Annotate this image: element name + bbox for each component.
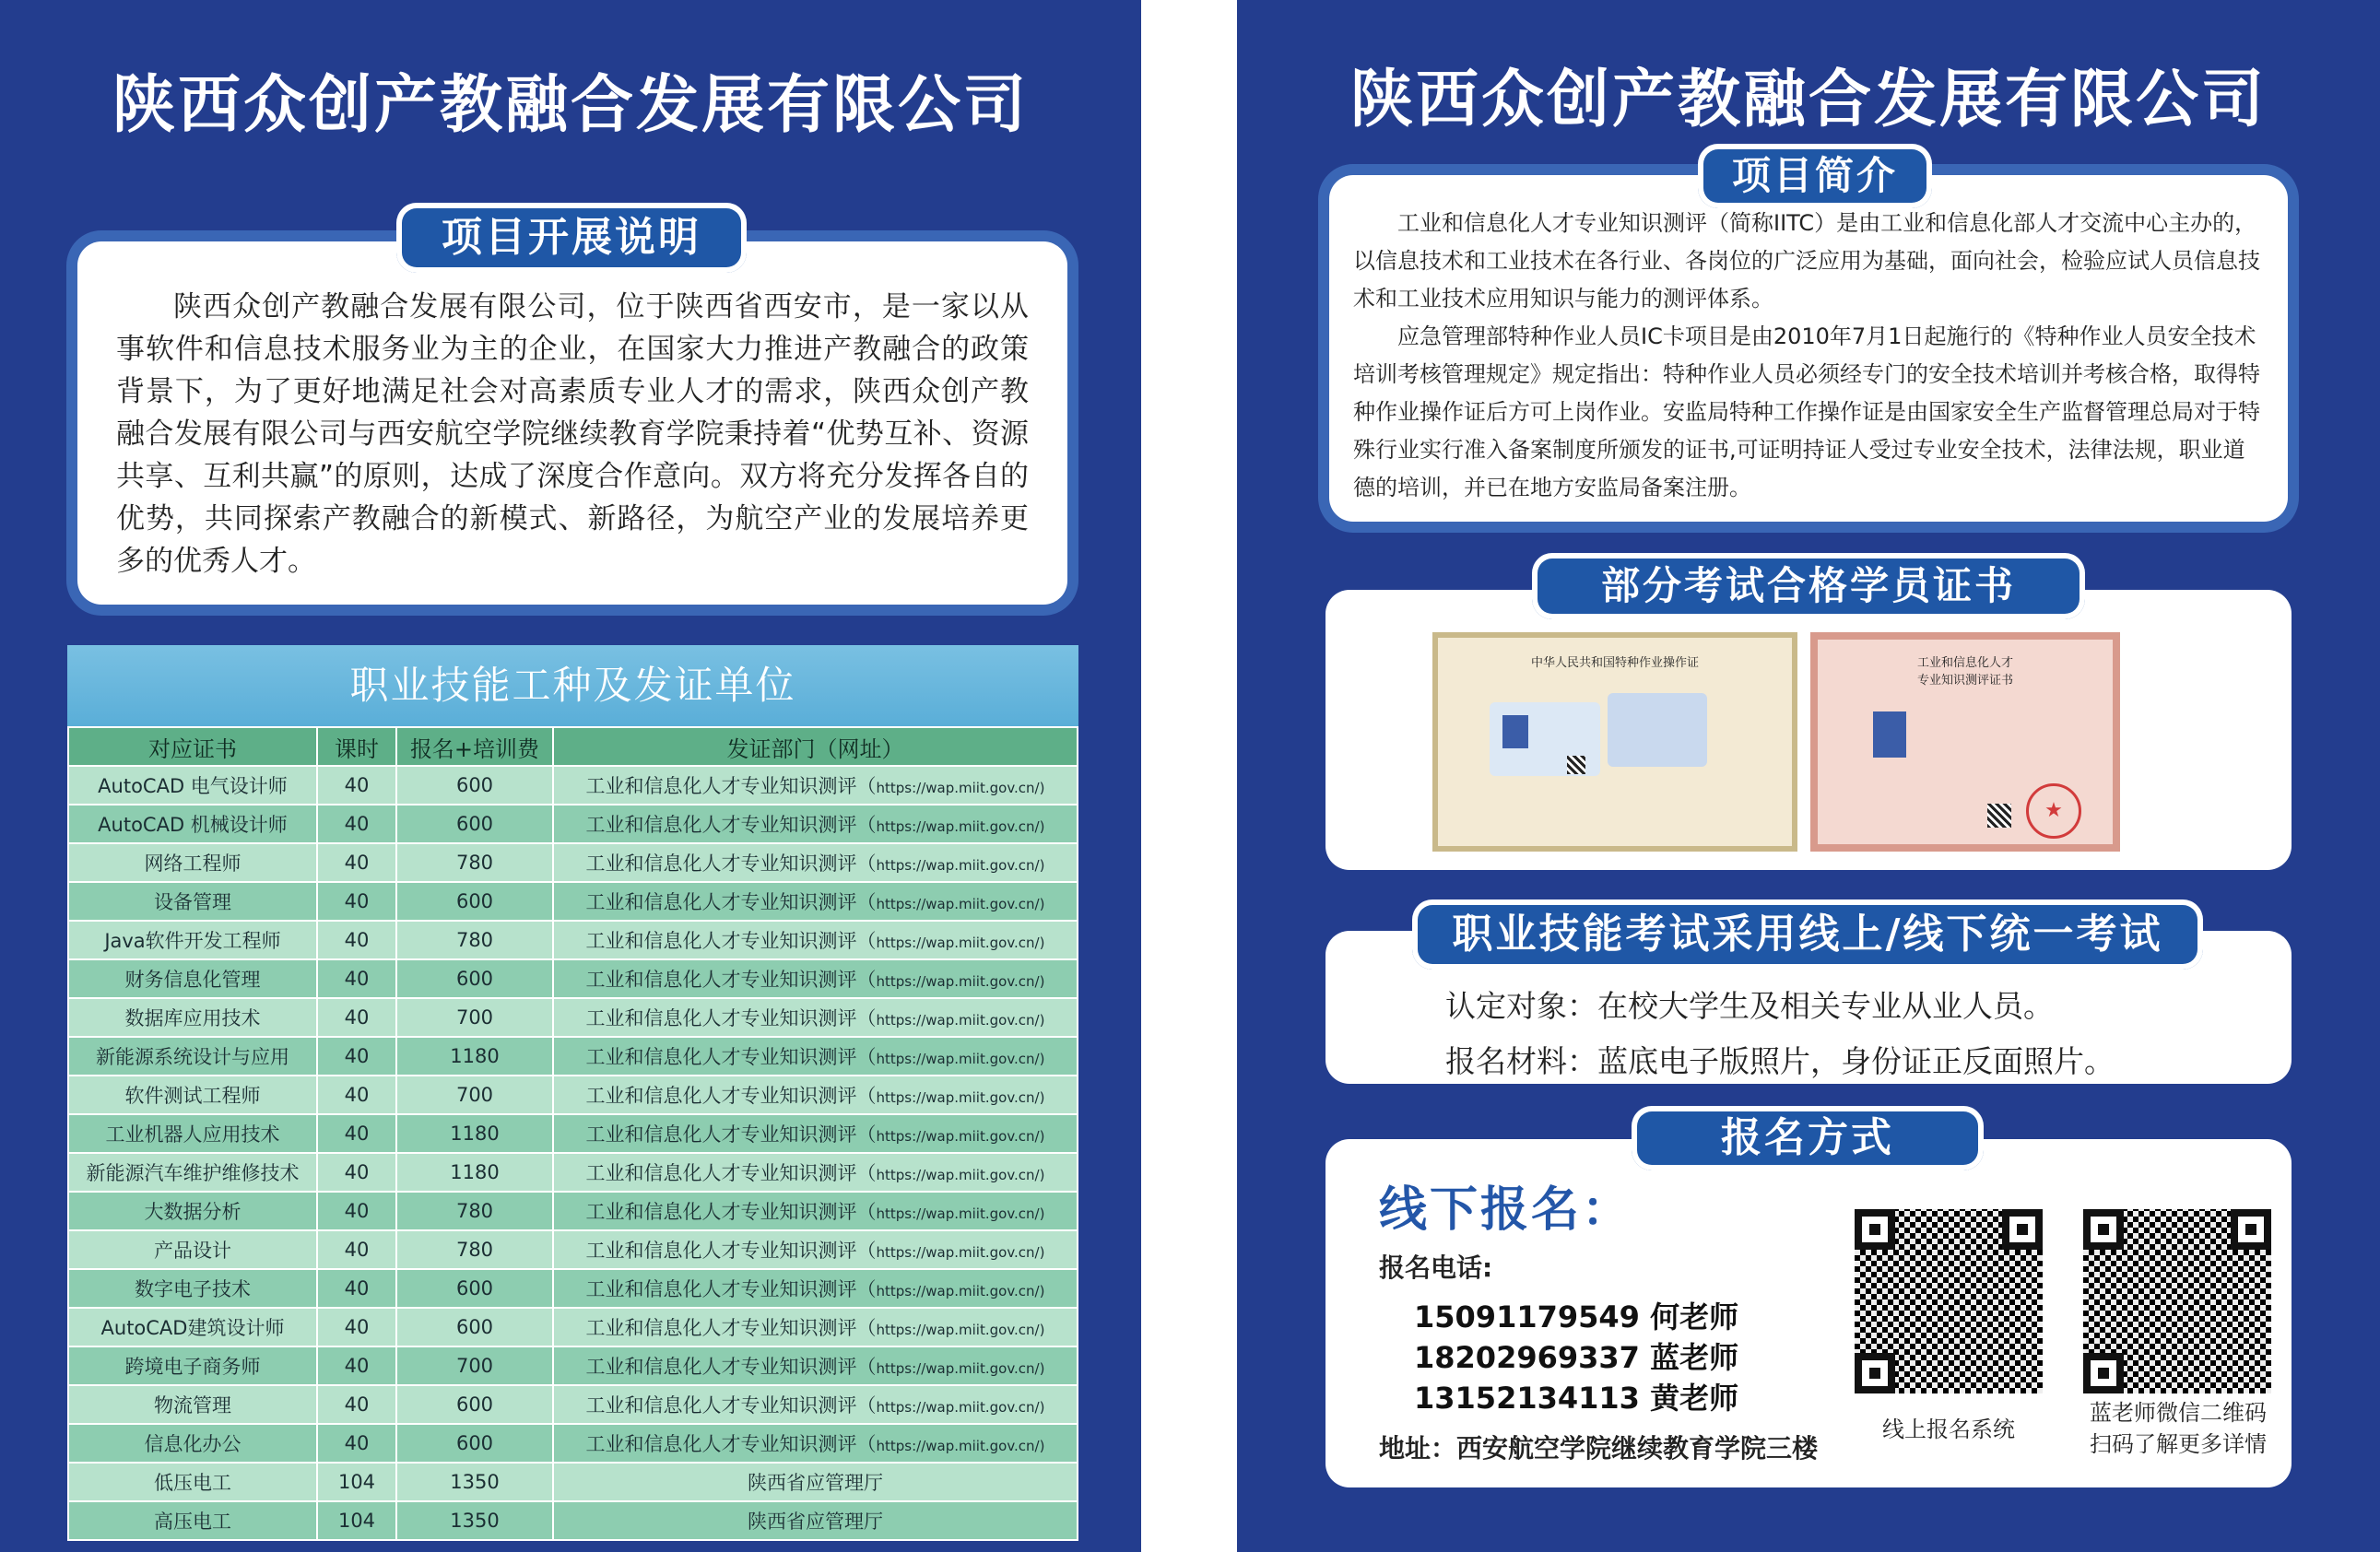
table-cell: 40 (317, 766, 396, 805)
issuer-name: 工业和信息化人才专业知识测评（ (585, 852, 877, 875)
issuer-url: https://wap.miit.gov.cn/) (876, 1360, 1045, 1377)
issuer-url: https://wap.miit.gov.cn/) (876, 1051, 1045, 1067)
issuer-name: 工业和信息化人才专业知识测评（ (585, 969, 877, 991)
issuer-name: 工业和信息化人才专业知识测评（ (585, 1046, 877, 1068)
table-cell: 40 (317, 1192, 396, 1230)
table-row (68, 1346, 1078, 1385)
issuer-name: 工业和信息化人才专业知识测评（ (585, 1356, 877, 1378)
issuer-name: 工业和信息化人才专业知识测评（ (585, 1201, 877, 1223)
phone-label: 报名电话: (1379, 1252, 1493, 1283)
table-cell: 600 (396, 1308, 553, 1346)
certificate-table (67, 645, 1078, 1533)
table-row (68, 1230, 1078, 1269)
table-cell: 1350 (396, 1501, 553, 1540)
issuer-name: 工业和信息化人才专业知识测评（ (585, 1433, 877, 1455)
issuer-url: https://wap.miit.gov.cn/) (876, 1283, 1045, 1299)
table-cell: 40 (317, 1385, 396, 1424)
issuer-url: https://wap.miit.gov.cn/) (876, 1205, 1045, 1222)
table-cell: 数字电子技术 (68, 1269, 317, 1308)
table-cell: 新能源系统设计与应用 (68, 1037, 317, 1076)
table-row (68, 805, 1078, 843)
table-cell: 信息化办公 (68, 1424, 317, 1463)
portrait-photo (1502, 715, 1528, 748)
table-cell: 600 (396, 805, 553, 843)
table-row (68, 921, 1078, 959)
table-cell: 600 (396, 959, 553, 998)
table-row (68, 1037, 1078, 1076)
table-cell: 780 (396, 843, 553, 882)
issuer-cell (553, 1230, 1078, 1269)
issuer-name: 工业和信息化人才专业知识测评（ (585, 1394, 877, 1417)
table-cell: 1180 (396, 1037, 553, 1076)
table-cell: 600 (396, 1269, 553, 1308)
table-row (68, 1269, 1078, 1308)
table-cell: AutoCAD 电气设计师 (68, 766, 317, 805)
table-cell: 软件测试工程师 (68, 1076, 317, 1114)
table-cell: 600 (396, 882, 553, 921)
issuer-cell (553, 1153, 1078, 1192)
table-cell: 1180 (396, 1153, 553, 1192)
issuer-cell (553, 1424, 1078, 1463)
table-cell: 低压电工 (68, 1463, 317, 1501)
issuer-cell (553, 1114, 1078, 1153)
exam-text: 认定对象：在校大学生及相关专业从业人员。 报名材料：蓝底电子版照片，身份证正反面照片。 (1445, 988, 2115, 1079)
qr2-caption: 蓝老师微信二维码 扫码了解更多详情 (2090, 1400, 2267, 1457)
issuer-cell (553, 1037, 1078, 1076)
issuer-cell (553, 921, 1078, 959)
issuer-name: 工业和信息化人才专业知识测评（ (585, 1007, 877, 1029)
issuer-cell (553, 1192, 1078, 1230)
issuer-cell (553, 1269, 1078, 1308)
red-seal-icon: ★ (2026, 783, 2081, 839)
issuer-name: 陕西省应管理厅 (748, 1472, 883, 1494)
table-cell: 104 (317, 1501, 396, 1540)
table-cell: 40 (317, 1269, 396, 1308)
issuer-url: https://wap.miit.gov.cn/) (876, 1322, 1045, 1338)
issuer-cell (553, 1076, 1078, 1114)
wechat-qr-code[interactable] (2083, 1209, 2271, 1393)
issuer-url: https://wap.miit.gov.cn/) (876, 973, 1045, 990)
right-flyer-panel (1237, 0, 2380, 1552)
table-cell: 700 (396, 1076, 553, 1114)
table-cell: 780 (396, 1230, 553, 1269)
table-row (68, 1153, 1078, 1192)
table-header-cell: 报名+培训费 (396, 727, 553, 766)
table-row (68, 1114, 1078, 1153)
table-cell: 1350 (396, 1463, 553, 1501)
registration-section-tab: 报名方式 (1632, 1106, 1984, 1170)
table-cell: 物流管理 (68, 1385, 317, 1424)
issuer-url: https://wap.miit.gov.cn/) (876, 1244, 1045, 1261)
table-cell: 设备管理 (68, 882, 317, 921)
table-cell: AutoCAD建筑设计师 (68, 1308, 317, 1346)
table-cell: 40 (317, 1230, 396, 1269)
table-row (68, 766, 1078, 805)
table-cell: 40 (317, 1424, 396, 1463)
table-header-cell: 课时 (317, 727, 396, 766)
cert2-title: 工业和信息化人才 专业知识测评证书 (1916, 656, 2013, 688)
table-cell: 高压电工 (68, 1501, 317, 1540)
table-cell: 40 (317, 1308, 396, 1346)
address: 地址：西安航空学院继续教育学院三楼 (1379, 1433, 1819, 1464)
issuer-name: 工业和信息化人才专业知识测评（ (585, 891, 877, 913)
table-row (68, 1424, 1078, 1463)
table-header-row (68, 727, 1078, 766)
table-cell: 40 (317, 921, 396, 959)
issuer-name: 工业和信息化人才专业知识测评（ (585, 1317, 877, 1339)
table-cell: 40 (317, 998, 396, 1037)
portrait-photo (1873, 711, 1906, 758)
table-cell: 40 (317, 1037, 396, 1076)
table-row (68, 959, 1078, 998)
table-title: 职业技能工种及发证单位 (67, 645, 1078, 726)
table-cell: 40 (317, 843, 396, 882)
id-card-back (1608, 693, 1707, 767)
issuer-name: 工业和信息化人才专业知识测评（ (585, 1240, 877, 1262)
issuer-name: 陕西省应管理厅 (748, 1511, 883, 1533)
issuer-name: 工业和信息化人才专业知识测评（ (585, 775, 877, 797)
table-cell: 网络工程师 (68, 843, 317, 882)
intro-card (77, 241, 1067, 605)
issuer-url: https://wap.miit.gov.cn/) (876, 857, 1045, 874)
table-cell: 780 (396, 1192, 553, 1230)
table-cell: 104 (317, 1463, 396, 1501)
issuer-url: https://wap.miit.gov.cn/) (876, 1438, 1045, 1454)
issuer-name: 工业和信息化人才专业知识测评（ (585, 1123, 877, 1146)
table-row (68, 1463, 1078, 1501)
table-header-cell: 对应证书 (68, 727, 317, 766)
table-cell: 40 (317, 959, 396, 998)
intro-section-tab: 项目开展说明 (396, 203, 747, 273)
table-header-cell: 发证部门（网址） (553, 727, 1078, 766)
issuer-url: https://wap.miit.gov.cn/) (876, 935, 1045, 951)
issuer-name: 工业和信息化人才专业知识测评（ (585, 1278, 877, 1300)
issuer-cell (553, 959, 1078, 998)
issuer-name: 工业和信息化人才专业知识测评（ (585, 1085, 877, 1107)
offline-registration-heading: 线下报名： (1379, 1182, 1633, 1238)
table-cell: 财务信息化管理 (68, 959, 317, 998)
table-row (68, 1501, 1078, 1540)
intro-text: 陕西众创产教融合发展有限公司，位于陕西省西安市，是一家以从事软件和信息技术服务业为主的企业，在国家大力推进产教融合的政策背景下，为了更好地满足社会对高素质专业人才的需求，陕西众创产教融合发展有限公司与西安航空学院继续教育学院秉持着“优势互补、资源共享、互利共赢”的原则，达成了深度合作意向。双方将充分发挥各自的优势，共同探索产教融合的新模式、新路径，为航空产业的发展培养更多的优秀人才。 (116, 290, 1029, 578)
table-cell: AutoCAD 机械设计师 (68, 805, 317, 843)
table-cell: 1180 (396, 1114, 553, 1153)
qr1-caption: 线上报名系统 (1882, 1417, 2015, 1442)
online-registration-qr-code[interactable] (1855, 1209, 2043, 1393)
table-cell: 600 (396, 1424, 553, 1463)
issuer-cell (553, 843, 1078, 882)
company-title: 陕西众创产教融合发展有限公司 (1349, 64, 2267, 136)
issuer-cell (553, 1308, 1078, 1346)
issuer-url: https://wap.miit.gov.cn/) (876, 1128, 1045, 1145)
certificates-card (1325, 590, 2292, 870)
issuer-cell (553, 1463, 1078, 1501)
qr-code-small (1567, 756, 1585, 774)
issuer-url: https://wap.miit.gov.cn/) (876, 896, 1045, 912)
table-row (68, 1385, 1078, 1424)
table-row (68, 998, 1078, 1037)
exam-section-tab: 职业技能考试采用线上/线下统一考试 (1412, 899, 2203, 970)
table-cell: 产品设计 (68, 1230, 317, 1269)
table-cell: 工业机器人应用技术 (68, 1114, 317, 1153)
project-intro-text: 工业和信息化人才专业知识测评（简称IITC）是由工业和信息化部人才交流中心主办的，以信息技术和工业技术在各行业、各岗位的广泛应用为基础，面向社会，检验应试人员信息技术和工业技术应用知识与能力的测评体系。 应急管理部特种作业人员IC卡项目是由2010年7月1日起施行的《特种作业人员安全技术培训考核管理规定》规定指出：特种作业人员必须经专门的安全技术培训并考核合格，取得特种作业操作证后方可上岗作业。安监局特种工作操作证是由国家安全生产监督管理总局对于特殊行业实行准入备案制度所颁发的证书,可证明持证人受过专业安全技术，法律法规，职业道德的培训，并已在地方安监局备案注册。 (1353, 210, 2260, 500)
project-intro-card (1329, 175, 2288, 522)
table-row (68, 843, 1078, 882)
issuer-url: https://wap.miit.gov.cn/) (876, 1399, 1045, 1416)
table-cell: 新能源汽车维护维修技术 (68, 1153, 317, 1192)
issuer-url: https://wap.miit.gov.cn/) (876, 1167, 1045, 1183)
issuer-url: https://wap.miit.gov.cn/) (876, 1089, 1045, 1106)
table-row (68, 1308, 1078, 1346)
issuer-cell (553, 1385, 1078, 1424)
table-row (68, 1192, 1078, 1230)
issuer-cell (553, 1346, 1078, 1385)
certificates-section-tab: 部分考试合格学员证书 (1532, 553, 2085, 619)
table-cell: 数据库应用技术 (68, 998, 317, 1037)
table-cell: 40 (317, 1346, 396, 1385)
qr-code-small (1987, 804, 2011, 828)
issuer-cell (553, 882, 1078, 921)
issuer-cell (553, 998, 1078, 1037)
table-cell: 600 (396, 766, 553, 805)
issuer-name: 工业和信息化人才专业知识测评（ (585, 930, 877, 952)
table-row (68, 882, 1078, 921)
table-cell: 40 (317, 805, 396, 843)
contact-phone: 18202969337 蓝老师 (1414, 1340, 1739, 1375)
table-cell: 40 (317, 1153, 396, 1192)
left-flyer-panel (0, 0, 1141, 1552)
special-operation-certificate-image: 中华人民共和国特种作业操作证 (1432, 632, 1797, 852)
table-row (68, 1076, 1078, 1114)
table-cell: 700 (396, 1346, 553, 1385)
registration-card (1325, 1139, 2292, 1487)
issuer-cell (553, 805, 1078, 843)
iitc-certificate-image (1810, 632, 2120, 852)
table-cell: 40 (317, 882, 396, 921)
project-section-tab: 项目简介 (1698, 144, 1932, 208)
contact-phone: 15091179549 何老师 (1414, 1299, 1739, 1334)
company-title: 陕西众创产教融合发展有限公司 (112, 69, 1029, 142)
issuer-url: https://wap.miit.gov.cn/) (876, 1012, 1045, 1029)
table-cell: 大数据分析 (68, 1192, 317, 1230)
table-cell: 40 (317, 1076, 396, 1114)
table-cell: 40 (317, 1114, 396, 1153)
table-cell: 700 (396, 998, 553, 1037)
issuer-name: 工业和信息化人才专业知识测评（ (585, 814, 877, 836)
table-cell: Java软件开发工程师 (68, 921, 317, 959)
table-cell: 跨境电子商务师 (68, 1346, 317, 1385)
issuer-url: https://wap.miit.gov.cn/) (876, 780, 1045, 796)
issuer-name: 工业和信息化人才专业知识测评（ (585, 1162, 877, 1184)
issuer-url: https://wap.miit.gov.cn/) (876, 818, 1045, 835)
table-cell: 780 (396, 921, 553, 959)
issuer-cell (553, 1501, 1078, 1540)
table-cell: 600 (396, 1385, 553, 1424)
contact-phone: 13152134113 黄老师 (1414, 1381, 1739, 1416)
issuer-cell (553, 766, 1078, 805)
